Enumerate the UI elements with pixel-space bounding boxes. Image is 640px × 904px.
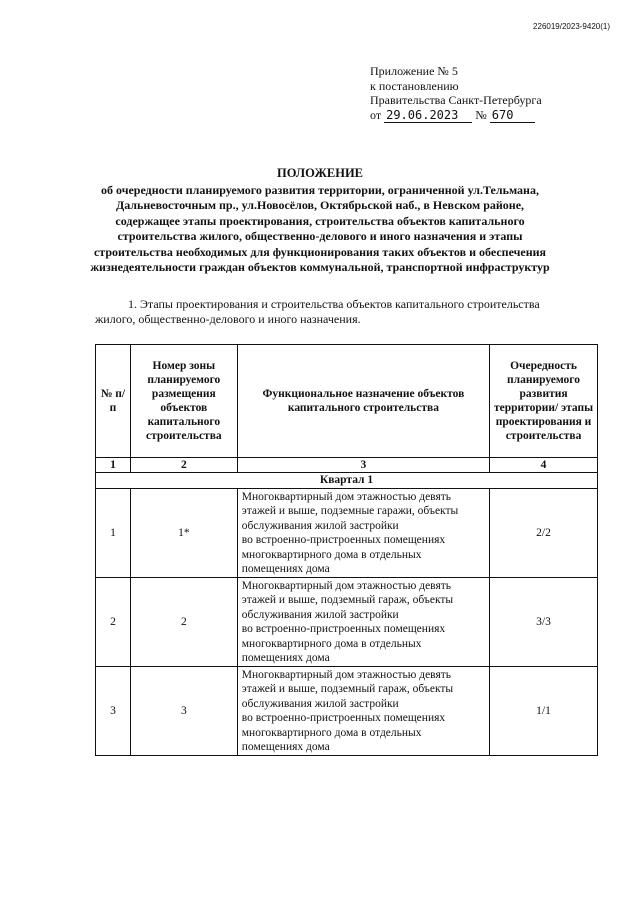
header-num: № п/п (96, 345, 131, 458)
row-description (237, 578, 489, 667)
appendix-date-line (370, 108, 542, 123)
header-zone: Номер зоны планируемого размещения объектов капитального строительства (130, 345, 237, 458)
title-line-3: содержащее этапы проектирования, строительства объектов капитального (115, 213, 525, 228)
from-label: от (370, 107, 382, 122)
number-label: № (475, 107, 487, 122)
desc-line: многоквартирного дома в отдельных (241, 637, 422, 650)
resolution-number: 670 (490, 108, 536, 123)
column-number: 4 (490, 458, 598, 473)
resolution-date: 29.06.2023 (384, 108, 472, 123)
appendix-line-3: Правительства Санкт-Петербурга (370, 93, 542, 107)
quarter-row (96, 473, 598, 489)
header-stage: Очередность планируемого развития территории/ этапы проектирования и строительства (490, 345, 598, 458)
appendix-block (370, 64, 542, 122)
row-description (237, 489, 489, 578)
table-row (96, 578, 598, 667)
desc-line: многоквартирного дома в отдельных (241, 548, 422, 561)
desc-line: помещениях дома (241, 741, 330, 753)
intro-line-2: жилого, общественно-делового и иного назначения. (95, 312, 361, 326)
desc-line: этажей и выше, подземный гараж, объекты (241, 683, 454, 695)
row-zone: 1* (130, 489, 237, 578)
table-row (96, 667, 598, 756)
desc-line: Многоквартирный дом этажностью девять (241, 490, 452, 503)
title-line-4: строительства жилого, общественно-делового и иного назначения и этапы (117, 229, 523, 243)
desc-line: Многоквартирный дом этажностью девять (241, 579, 452, 592)
column-number: 2 (130, 458, 237, 473)
title-line-2: Дальневосточным пр., ул.Новосёлов, Октябрьской наб., в Невском районе, (115, 198, 525, 212)
table-row (96, 489, 598, 578)
intro-paragraph (95, 297, 598, 327)
row-description (237, 667, 489, 756)
desc-line: во встроенно-пристроенных помещениях (241, 712, 446, 724)
desc-line: во встроенно-пристроенных помещениях (241, 534, 446, 546)
title-line-6: жизнедеятельности граждан объектов коммунальной, транспортной инфраструктур (90, 260, 550, 274)
row-zone: 2 (130, 578, 237, 667)
appendix-line-2: к постановлению (370, 78, 459, 93)
intro-line-1: 1. Этапы проектирования и строительства объектов капитального строительства (128, 297, 540, 311)
desc-line: помещениях дома (241, 563, 330, 575)
row-stage: 3/3 (490, 578, 598, 667)
desc-line: обслуживания жилой застройки (241, 608, 399, 621)
header-function: Функциональное назначение объектов капитального строительства (237, 345, 489, 458)
row-zone: 3 (130, 667, 237, 756)
title-line-5: строительства необходимых для функционирования таких объектов и обеспечения (93, 244, 547, 259)
appendix-line-1: Приложение № 5 (370, 64, 458, 78)
row-number: 1 (96, 489, 131, 578)
column-number: 1 (96, 458, 131, 473)
document-number: 226019/2023-9420(1) (533, 22, 610, 31)
column-number: 3 (237, 458, 489, 473)
table-header-row (96, 345, 598, 458)
desc-line: обслуживания жилой застройки (241, 519, 399, 532)
desc-line: во встроенно-пристроенных помещениях (241, 623, 446, 635)
quarter-label: Квартал 1 (96, 473, 598, 489)
desc-line: Многоквартирный дом этажностью девять (241, 668, 452, 681)
row-stage: 1/1 (490, 667, 598, 756)
column-number-row (96, 458, 598, 473)
stages-table (95, 344, 598, 756)
desc-line: помещениях дома (241, 652, 330, 664)
title-heading: ПОЛОЖЕНИЕ (276, 166, 364, 180)
document-title (60, 166, 580, 276)
desc-line: этажей и выше, подземный гараж, объекты (241, 594, 454, 606)
row-number: 2 (96, 578, 131, 667)
desc-line: этажей и выше, подземные гаражи, объекты (241, 505, 459, 517)
row-stage: 2/2 (490, 489, 598, 578)
desc-line: многоквартирного дома в отдельных (241, 726, 422, 739)
row-number: 3 (96, 667, 131, 756)
title-line-1: об очередности планируемого развития территории, ограниченной ул.Тельмана, (101, 182, 539, 197)
desc-line: обслуживания жилой застройки (241, 697, 399, 710)
